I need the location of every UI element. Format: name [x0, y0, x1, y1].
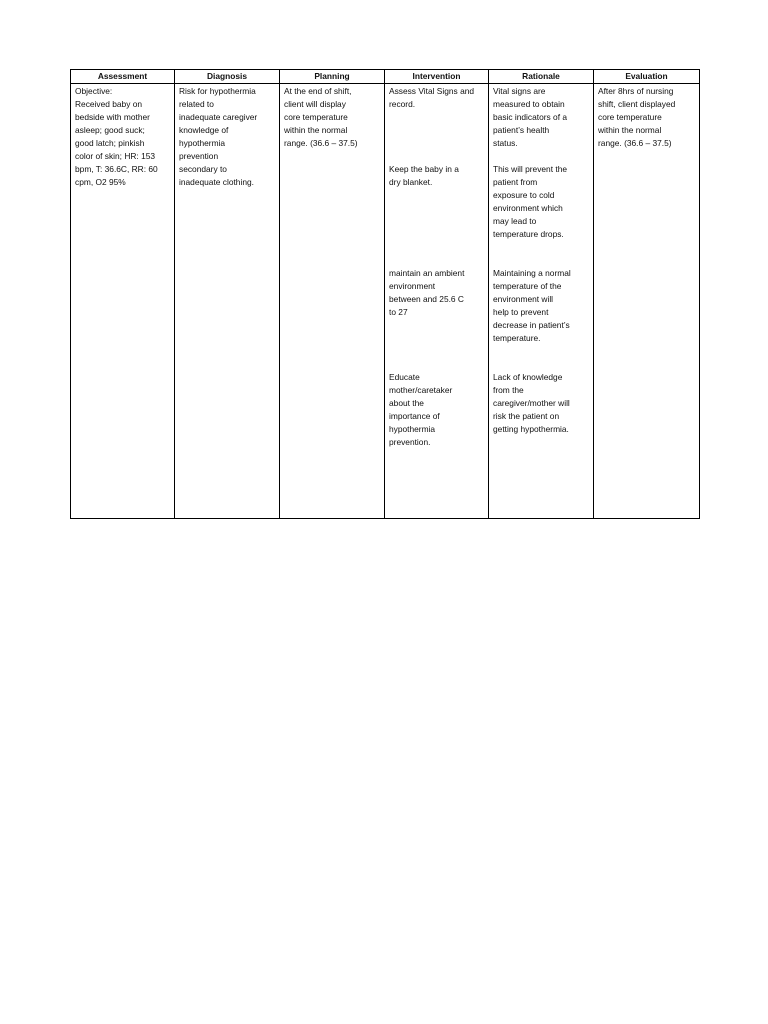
header-assessment: Assessment — [71, 70, 175, 84]
intervention-item: Educate mother/caretaker about the importance of hypothermia prevention. — [389, 372, 453, 447]
assessment-text: Objective: Received baby on bedside with mother asleep; good suck; good latch; pinkish color of skin; HR: 153 bpm, T: 36.6C, RR: 60 cpm, O2 95% — [75, 86, 158, 187]
evaluation-cell — [594, 84, 700, 519]
header-intervention: Intervention — [385, 70, 489, 84]
planning-cell — [280, 84, 385, 519]
diagnosis-cell — [175, 84, 280, 519]
intervention-item: maintain an ambient environment between and 25.6 C to 27 — [389, 268, 465, 317]
rationale-item: Maintaining a normal temperature of the environment will help to prevent decrease in patient’s temperature. — [493, 268, 571, 343]
diagnosis-text: Risk for hypothermia related to inadequate caregiver knowledge of hypothermia prevention secondary to inadequate clothing. — [179, 86, 258, 187]
intervention-item: Keep the baby in a dry blanket. — [389, 164, 459, 187]
evaluation-text: After 8hrs of nursing shift, client displayed core temperature within the normal range. (36.6 – 37.5) — [598, 86, 676, 148]
header-diagnosis: Diagnosis — [175, 70, 280, 84]
header-rationale: Rationale — [489, 70, 594, 84]
table-header-row — [71, 70, 700, 84]
planning-text: At the end of shift, client will display core temperature within the normal range. (36.6 – 37.5) — [284, 86, 358, 148]
header-planning: Planning — [280, 70, 385, 84]
rationale-cell — [489, 84, 594, 519]
table-row — [71, 84, 700, 519]
rationale-item: Lack of knowledge from the caregiver/mother will risk the patient on getting hypothermia. — [493, 372, 570, 434]
rationale-item: Vital signs are measured to obtain basic indicators of a patient’s health status. — [493, 86, 568, 148]
intervention-item: Assess Vital Signs and record. — [389, 86, 475, 109]
nursing-care-plan-table — [70, 69, 700, 519]
rationale-item: This will prevent the patient from exposure to cold environment which may lead to temperature drops. — [493, 164, 568, 239]
header-evaluation: Evaluation — [594, 70, 700, 84]
assessment-cell — [71, 84, 175, 519]
intervention-cell — [385, 84, 489, 519]
